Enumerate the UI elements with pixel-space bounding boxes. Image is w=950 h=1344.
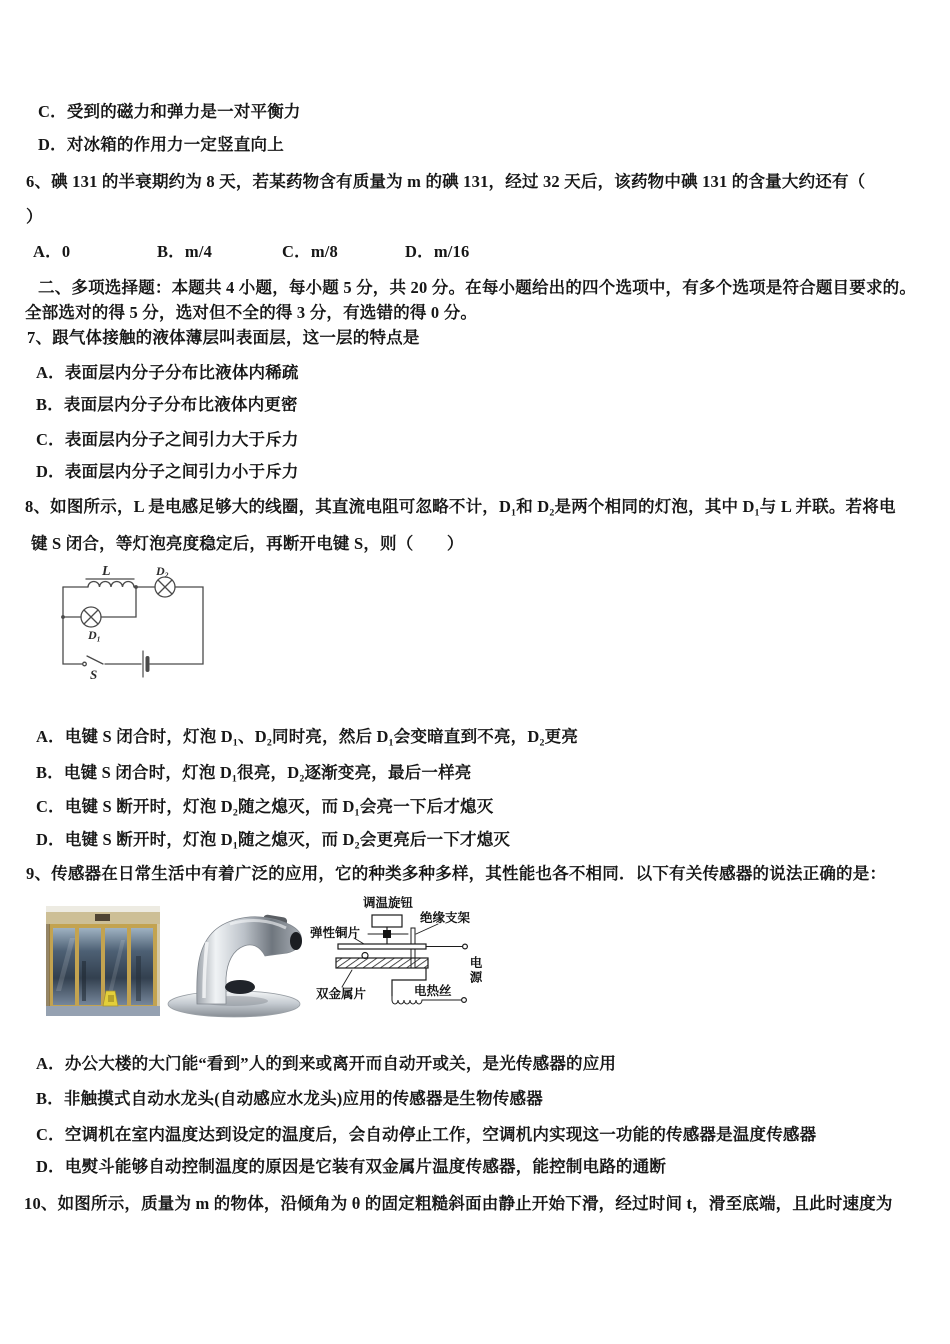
q5-option-c: C．受到的磁力和弹力是一对平衡力 (38, 102, 301, 121)
sensor-faucet-photo (160, 900, 308, 1020)
q5-option-d: D．对冰箱的作用力一定竖直向上 (38, 135, 284, 154)
q10-stem: 10、如图所示，质量为 m 的物体，沿倾角为 θ 的固定粗糙斜面由静止开始下滑，经过时间 t，滑至底端，且此时速度为 (24, 1194, 893, 1213)
q7-option-b: B．表面层内分子分布比液体内更密 (36, 395, 298, 414)
q8-option-b: B．电键 S 闭合时，灯泡 D₁很亮，D₂逐渐变亮，最后一样亮 (36, 763, 472, 782)
q7-option-d: D．表面层内分子之间引力小于斥力 (36, 462, 299, 481)
lamp1-label: D₁ (88, 628, 101, 642)
thermostat-diagram (308, 896, 503, 1020)
q8-option-d: D．电键 S 断开时，灯泡 D₁随之熄灭，而 D₂会更亮后一下才熄灭 (36, 830, 511, 849)
faucet-photo-shapes (160, 900, 308, 1020)
q8-stem-line2: 键 S 闭合，等灯泡亮度稳定后，再断开电键 S，则（ ） (31, 534, 464, 553)
q9-option-b: B．非触摸式自动水龙头(自动感应水龙头)应用的传感器是生物传感器 (36, 1089, 543, 1108)
thermostat-knob-label: 调温旋钮 (363, 896, 414, 910)
inductor-label: L (102, 564, 111, 579)
q7-option-c: C．表面层内分子之间引力大于斥力 (36, 430, 299, 449)
q8-option-a: A．电键 S 闭合时，灯泡 D₁、D₂同时亮，然后 D₁会变暗直到不亮，D₂更亮 (36, 727, 579, 746)
q6-option-a: A．0 (33, 242, 71, 261)
thermostat-bracket-label: 绝缘支架 (420, 911, 471, 925)
door-photo-shapes (46, 906, 160, 1016)
q9-option-d: D．电熨斗能够自动控制温度的原因是它装有双金属片温度传感器，能控制电路的通断 (36, 1157, 667, 1176)
lamp2-label: D₂ (156, 564, 169, 578)
circuit-shapes (55, 562, 220, 694)
thermostat-heater-label: 电热丝 (414, 984, 452, 998)
q6-option-b: B．m/4 (157, 242, 213, 261)
thermostat-copper-label: 弹性铜片 (310, 926, 361, 940)
q8-option-c: C．电键 S 断开时，灯泡 D₂随之熄灭，而 D₁会亮一下后才熄灭 (36, 797, 494, 816)
q9-stem: 9、传感器在日常生活中有着广泛的应用，它的种类多种多样，其性能也各不相同．以下有关传感器的说法正确的是： (26, 864, 887, 883)
q9-option-c: C．空调机在室内温度达到设定的温度后，会自动停止工作，空调机内实现这一功能的传感器是温度传感器 (36, 1125, 817, 1144)
q7-option-a: A．表面层内分子分布比液体内稀疏 (36, 363, 299, 382)
q6-option-d: D．m/16 (405, 242, 470, 261)
q6-stem: 6、碘 131 的半衰期约为 8 天，若某药物含有质量为 m 的碘 131，经过 32 天后，该药物中碘 131 的含量大约还有（ (26, 172, 866, 191)
q8-stem-line1: 8、如图所示，L 是电感足够大的线圈，其直流电阻可忽略不计，D₁和 D₂是两个相同的灯泡，其中 D₁与 L 并联。若将电 (25, 497, 896, 516)
section-two-header-line1: 二、多项选择题：本题共 4 小题，每小题 5 分，共 20 分。在每小题给出的四个选项中，有多个选项是符合题目要求的。 (38, 278, 917, 297)
q6-option-c: C．m/8 (282, 242, 338, 261)
q7-stem: 7、跟气体接触的液体薄层叫表面层，这一层的特点是 (27, 328, 420, 347)
automatic-door-photo (46, 906, 160, 1016)
switch-label: S (90, 667, 98, 682)
section-two-header-line2: 全部选对的得 5 分，选对但不全的得 3 分，有选错的得 0 分。 (25, 303, 478, 322)
circuit-diagram (55, 562, 220, 694)
q9-option-a: A．办公大楼的大门能“看到”人的到来或离开而自动开或关，是光传感器的应用 (36, 1054, 617, 1073)
q6-stem-close: ） (26, 207, 43, 226)
thermostat-bimetal-label: 双金属片 (316, 987, 367, 1001)
thermostat-power-label: 电源 (468, 956, 482, 985)
